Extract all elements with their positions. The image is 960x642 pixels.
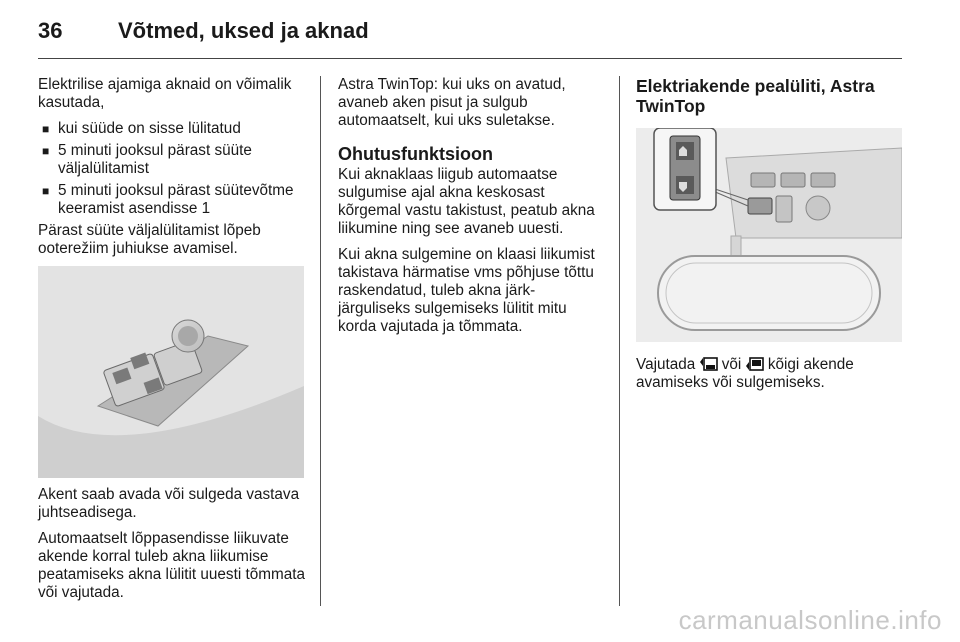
safety-heading: Ohutusfunktsioon — [338, 144, 493, 164]
master-switch-heading: Elektriakende pealüliti, Astra TwinTop — [636, 76, 875, 116]
master-switch-illustration — [636, 128, 902, 342]
instruction-post: kõigi akende avamiseks või sulgemiseks. — [636, 356, 854, 391]
instruction-pre: Vajutada — [636, 356, 696, 373]
bullet-marker: ■ — [42, 184, 50, 198]
watermark: carmanualsonline.info — [678, 605, 942, 635]
master-switch-instruction — [636, 356, 902, 392]
column-divider-1 — [320, 76, 321, 606]
obstruction-text: Kui akna sulgemine on klaasi liikumist takistava härmatise vms põhjuse tõttu raskendatud, tuleb akna järk-järguliseks sulgemiseks lülitit mitu korda vajutada ja tõmmata. — [338, 246, 595, 335]
column-divider-2 — [619, 76, 620, 606]
page-number: 36 — [38, 18, 63, 43]
bullet-text: 5 minuti jooksul pärast süütevõtme keeramist asendisse 1 — [58, 182, 294, 217]
bullet-text: 5 minuti jooksul pärast süüte väljalülitamist — [58, 142, 252, 177]
instruction-mid: või — [721, 356, 742, 373]
column-2 — [338, 76, 606, 344]
auto-stop-text: Automaatselt lõppasendisse liikuvate akende korral tuleb akna liikumise peatamiseks akna lülitit uuesti tõmmata või vajutada. — [38, 530, 305, 601]
standby-text: Pärast süüte väljalülitamist lõpeb ooterežiim juhiukse avamisel. — [38, 222, 261, 257]
header-divider — [38, 58, 902, 59]
bullet-text: kui süüde on sisse lülitatud — [58, 120, 241, 137]
column-1 — [38, 76, 306, 610]
caption-text: Akent saab avada või sulgeda vastava juhtseadisega. — [38, 486, 300, 521]
bullet-item — [38, 182, 306, 218]
door-window-switch-illustration — [38, 266, 304, 478]
safety-text: Kui aknaklaas liigub automaatse sulgumise ajal akna keskosast kõrgemal vastu takistust, peatub akna liikumine ning see avaneb uuesti. — [338, 166, 595, 237]
bullet-item — [38, 142, 306, 178]
bullet-marker: ■ — [42, 144, 50, 158]
window-open-icon — [700, 356, 718, 372]
column-3 — [636, 76, 902, 400]
bullet-marker: ■ — [42, 122, 50, 136]
twintop-text: Astra TwinTop: kui uks on avatud, avaneb aken pisut ja sulgub automaatselt, kui uks suletakse. — [338, 76, 566, 129]
intro-text: Elektrilise ajamiga aknaid on võimalik kasutada, — [38, 76, 292, 111]
bullet-item — [38, 120, 306, 138]
window-close-icon — [746, 356, 764, 372]
page-title: Võtmed, uksed ja aknad — [118, 18, 369, 43]
